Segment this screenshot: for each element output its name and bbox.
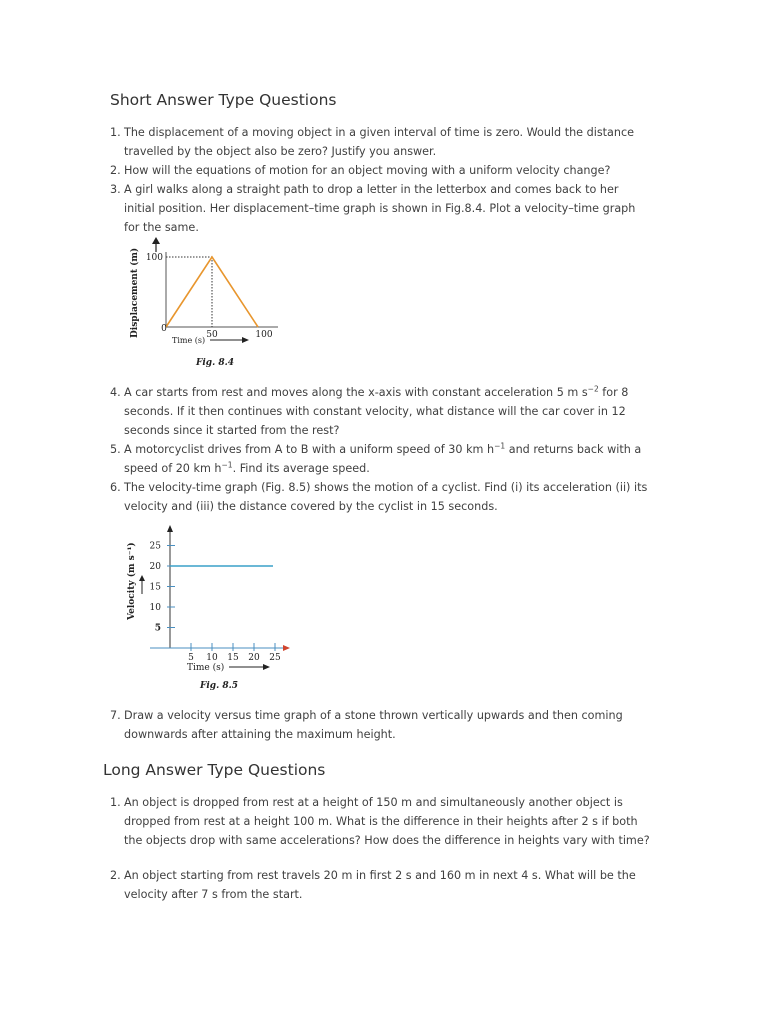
- fig85-caption: Fig. 8.5: [200, 681, 239, 691]
- figure-8-5: [115, 520, 305, 695]
- fig85-xtick-label: 25: [269, 653, 281, 663]
- fig84-xlabel: Time (s): [172, 336, 206, 345]
- fig84-y-arrowhead: [152, 237, 160, 244]
- short-answer-heading: Short Answer Type Questions: [110, 91, 337, 109]
- fig85-ytick-label: 25: [149, 541, 161, 552]
- fig85-xlabel: Time (s): [187, 663, 225, 673]
- fig85-xtick-label: 5: [188, 653, 194, 663]
- fig85-ylabel: Velocity (m s⁻¹): [127, 542, 137, 620]
- fig84-xtick-100: 100: [255, 330, 273, 340]
- short-question-1: 1. The displacement of a moving object in a given interval of time is zero. Would the distance travelled by the object also be zero? Justify you answer.: [110, 126, 635, 158]
- fig85-ytick-label: 15: [149, 582, 161, 593]
- long-question-2: 2. An object starting from rest travels 20 m in first 2 s and 160 m in next 4 s. What will be the velocity after 7 s from the start.: [110, 869, 636, 901]
- fig84-ylabel: Displacement (m): [130, 247, 140, 338]
- fig85-xtick-label: 20: [248, 653, 260, 663]
- fig84-caption: Fig. 8.4: [196, 358, 235, 368]
- fig85-xtick-label: 10: [206, 653, 218, 663]
- long-answer-heading: Long Answer Type Questions: [103, 761, 326, 779]
- fig84-origin-label: 0: [161, 324, 167, 334]
- fig84-ytick-100: 100: [145, 253, 163, 263]
- fig85-y-arrowhead: [167, 525, 173, 532]
- fig85-x-arrowhead: [283, 645, 290, 651]
- short-question-2: 2. How will the equations of motion for an object moving with a uniform velocity change?: [110, 164, 611, 177]
- fig85-ytick-label: 20: [149, 562, 161, 572]
- fig85-x-label-arrowhead: [263, 664, 270, 670]
- short-question-6: 6. The velocity-time graph (Fig. 8.5) shows the motion of a cyclist. Find (i) its acceleration (ii) its velocity and (iii) the distance covered by the cyclist in 15 seconds.: [110, 481, 648, 513]
- fig85-ylabel-arrowhead: [139, 575, 145, 581]
- fig84-xtick-50: 50: [206, 330, 218, 340]
- long-question-1: 1. An object is dropped from rest at a height of 150 m and simultaneously another object is dropped from rest at a height 100 m. What is the difference in their heights after 2 s if both the objects drop with same accelerations? How does the difference in heights vary with time?: [110, 796, 650, 847]
- fig84-x-arrowhead: [242, 337, 249, 343]
- fig85-xtick-label: 15: [227, 653, 239, 663]
- figure-8-4: [118, 230, 318, 375]
- short-question-7: 7. Draw a velocity versus time graph of a stone thrown vertically upwards and then coming downwards after attaining the maximum height.: [110, 709, 623, 741]
- short-question-3: 3. A girl walks along a straight path to drop a letter in the letterbox and comes back to her initial position. Her displacement–time graph is shown in Fig.8.4. Plot a velocity–time graph for the same.: [110, 183, 636, 234]
- fig85-ytick-label: 10: [149, 603, 161, 613]
- short-question-5: 5. A motorcyclist drives from A to B with a uniform speed of 30 km $h^{-1}$ and returns back with a speed of 20 km $h^{-1}$. Find its average speed.: [110, 441, 642, 475]
- short-question-4: 4. A car starts from rest and moves along the x-axis with constant acceleration 5 m $s^{-2}$ for 8 seconds. If it then continues with constant velocity, what distance will the car cover in 12 seconds since it started from the rest?: [110, 384, 629, 437]
- fig85-ytick-label: 5: [154, 623, 161, 634]
